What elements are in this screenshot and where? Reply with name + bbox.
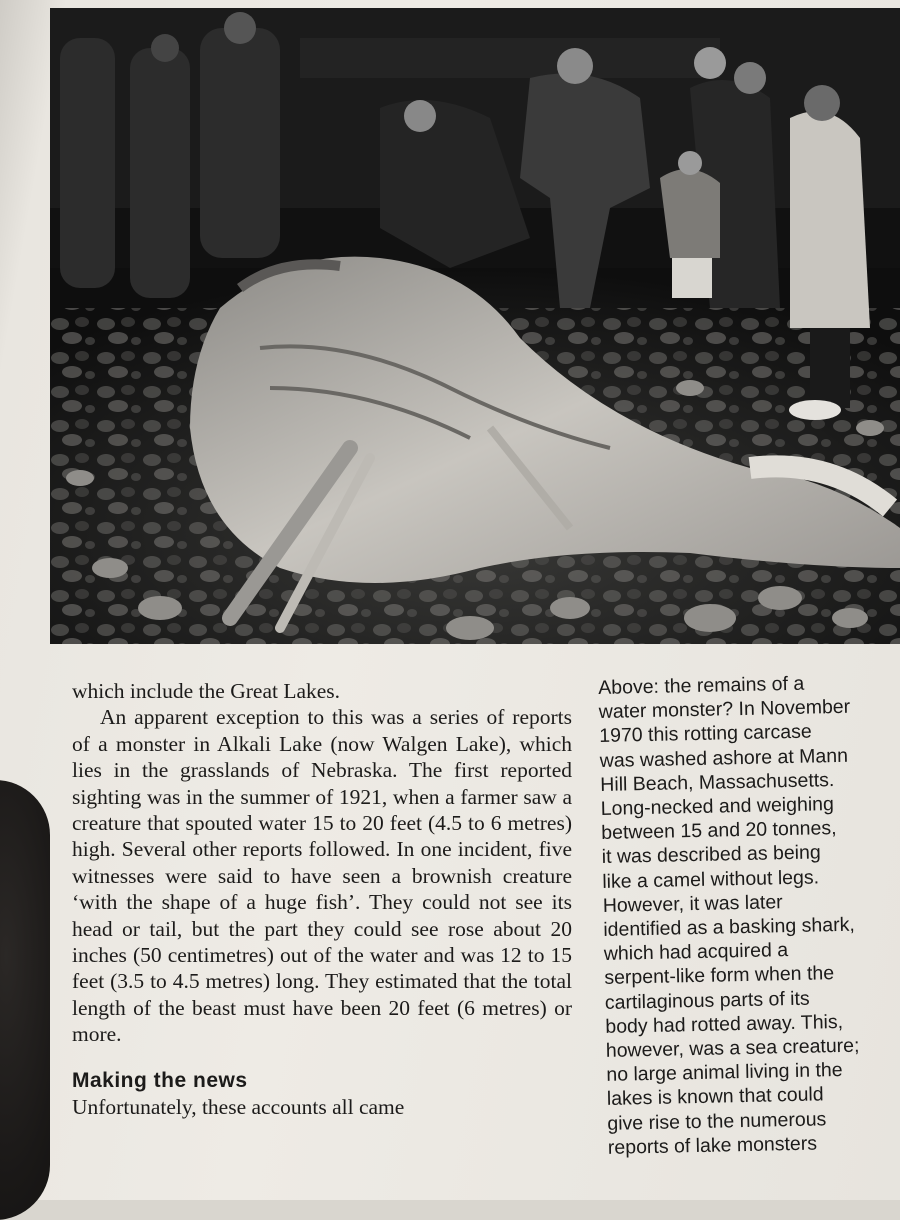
caption-line: no large animal living in the	[606, 1059, 843, 1087]
body-paragraph-2: An apparent exception to this was a series of reports of a monster in Alkali Lake (now Walgen Lake), which lies in the grasslands of Nebraska. The first reported sighting was in the summer of 1921, when a farmer saw a creature that spouted water 15 to 20 feet (4.5 to 6 metres) high. Several other reports followed. In one incident, five witnesses were said to have seen a brownish creature ‘with the shape of a huge fish’. They could not see its head or tail, but the part they could see rose about 20 inches (50 centimetres) out of the water and was 12 to 15 feet (3.5 to 4.5 metres) long. They estimated that the total length of the beast must have been 20 feet (6 metres) or more.	[72, 705, 572, 1047]
caption-line: However, it was later	[602, 891, 783, 917]
caption-line: Hill Beach, Massachusetts.	[600, 768, 835, 796]
caption-line: 1970 this rotting carcase	[599, 720, 812, 748]
caption-line: serpent-like form when the	[604, 962, 835, 990]
caption-line: water monster? In November	[598, 695, 851, 724]
caption-line: Above: the remains of a	[598, 672, 805, 699]
caption-line: it was described as being	[601, 841, 821, 869]
caption-line: body had rotted away. This,	[605, 1010, 844, 1038]
caption-line: which had acquired a	[603, 939, 789, 966]
carcass-photo	[50, 8, 900, 644]
caption-line: between 15 and 20 tonnes,	[601, 817, 837, 845]
caption-line: cartilaginous parts of its	[604, 987, 810, 1014]
body-paragraph-1: which include the Great Lakes.	[72, 679, 341, 703]
caption-line: lakes is known that could	[606, 1083, 824, 1111]
caption-line: reports of lake monsters	[607, 1132, 818, 1159]
finger-shadow	[0, 780, 50, 1220]
photo-caption	[598, 670, 900, 1160]
section-subheading: Making the news	[72, 1068, 248, 1092]
caption-line: like a camel without legs.	[602, 866, 820, 893]
caption-line: was washed ashore at Mann	[599, 744, 849, 772]
caption-line: give rise to the numerous	[607, 1107, 827, 1135]
caption-line: identified as a basking shark,	[603, 913, 855, 941]
caption-line: however, was a sea creature;	[605, 1034, 860, 1062]
photo-illustration	[50, 8, 900, 644]
body-paragraph-3: Unfortunately, these accounts all came	[72, 1094, 405, 1119]
body-text-column	[72, 678, 572, 1120]
caption-line: Long-necked and weighing	[600, 793, 835, 820]
